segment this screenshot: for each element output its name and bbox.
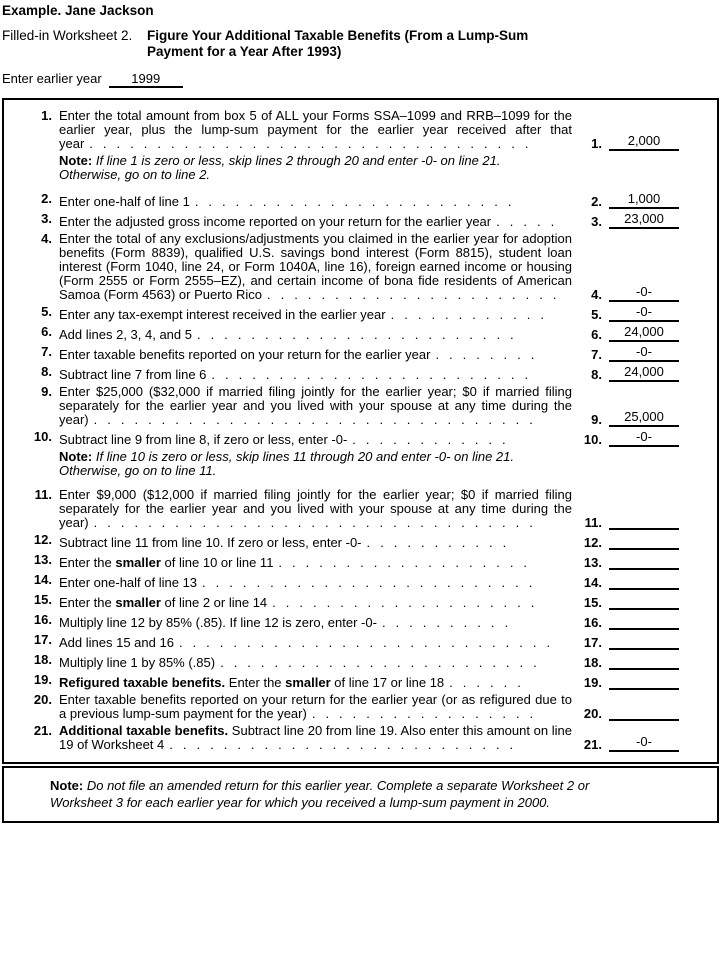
line-number: 16.: [33, 612, 52, 627]
dot-leader: ...........: [366, 536, 517, 550]
answer-entry-blank[interactable]: -0-: [609, 285, 679, 302]
worksheet-row-9: [10, 385, 717, 427]
earlier-year-label: Enter earlier year: [2, 71, 102, 86]
note-label: Note:: [59, 153, 93, 168]
answer-entry-blank[interactable]: [609, 653, 679, 670]
line-number: 8.: [41, 364, 52, 379]
worksheet-row-11: [10, 488, 717, 530]
instruction-bold-segment: smaller: [285, 676, 331, 690]
line-instruction: [59, 616, 572, 630]
worksheet-title-line2: Payment for a Year After 1993): [147, 44, 342, 59]
answer-line-number: 12.: [583, 535, 602, 550]
answer-entry-blank[interactable]: -0-: [609, 430, 679, 447]
answer-line-number: 7.: [591, 347, 602, 362]
worksheet-label: Filled-in Worksheet 2.: [2, 28, 133, 43]
line-number: 15.: [33, 592, 52, 607]
answer-entry-blank[interactable]: [609, 573, 679, 590]
line-number: 9.: [41, 384, 52, 399]
line-answer: [574, 365, 679, 382]
instruction-segment: of line 17 or line 18: [330, 676, 445, 690]
line-instruction: [59, 636, 572, 650]
worksheet-row-12: [10, 533, 717, 550]
line-answer: [574, 573, 679, 590]
answer-line-number: 9.: [591, 412, 602, 427]
instruction-bold-segment: smaller: [115, 556, 161, 570]
line-number: 10.: [33, 429, 52, 444]
note-line2: Otherwise, go on to line 2.: [59, 167, 211, 182]
line-number: 7.: [41, 344, 52, 359]
line-instruction: [59, 676, 572, 690]
answer-line-number: 8.: [591, 367, 602, 382]
dot-leader: ........................: [196, 328, 524, 342]
line-number: 3.: [41, 211, 52, 226]
answer-entry-blank[interactable]: [609, 513, 679, 530]
answer-entry-blank[interactable]: 2,000: [609, 134, 679, 151]
worksheet-row-1: [10, 109, 717, 151]
footer-note-line1: Do not file an amended return for this earlier year. Complete a separate Worksheet 2 or: [86, 778, 590, 793]
footer-note-label: Note:: [50, 778, 84, 793]
worksheet-row-16: [10, 613, 717, 630]
line-instruction: [59, 109, 572, 151]
instruction-bold-segment: Refigured taxable benefits.: [59, 676, 226, 690]
worksheet-title: [147, 28, 528, 60]
instruction-segment: Multiply line 12 by 85% (.85). If line 12 is zero, enter -0-: [59, 616, 377, 630]
line-answer: [574, 735, 679, 752]
line-answer: [574, 704, 679, 721]
footer-note-text: [50, 778, 589, 810]
line-instruction: [59, 488, 572, 530]
instruction-segment: Subtract line 7 from line 6: [59, 368, 207, 382]
line-answer: [574, 613, 679, 630]
line-instruction: [59, 215, 572, 229]
instruction-segment: Subtract line 9 from line 8, if zero or less, enter -0-: [59, 433, 348, 447]
instruction-bold-segment: smaller: [115, 596, 161, 610]
line-answer: [574, 653, 679, 670]
line-number: 5.: [41, 304, 52, 319]
answer-line-number: 3.: [591, 214, 602, 229]
footer-note-box: [2, 766, 719, 823]
instruction-segment: Enter taxable benefits reported on your return for the earlier year: [59, 348, 431, 362]
answer-entry-blank[interactable]: 24,000: [609, 325, 679, 342]
line-number: 19.: [33, 672, 52, 687]
line-answer: [574, 325, 679, 342]
note-text: [59, 153, 501, 182]
earlier-year-input[interactable]: 1999: [109, 72, 183, 88]
answer-entry-blank[interactable]: [609, 633, 679, 650]
worksheet-row-4: [10, 232, 717, 302]
instruction-segment: Add lines 15 and 16: [59, 636, 174, 650]
line-instruction: [59, 308, 572, 322]
answer-entry-blank[interactable]: -0-: [609, 305, 679, 322]
instruction-segment: of line 2 or line 14: [160, 596, 268, 610]
answer-line-number: 14.: [583, 575, 602, 590]
instruction-segment: Enter $9,000 ($12,000 if married filing jointly for the earlier year; $0 if married filing separately for the earlier year and you lived with your spouse at any time during the year): [59, 488, 572, 530]
answer-entry-blank[interactable]: [609, 533, 679, 550]
line-instruction: [59, 232, 572, 302]
answer-line-number: 1.: [591, 136, 602, 151]
answer-line-number: 21.: [583, 737, 602, 752]
instruction-segment: Subtract line 11 from line 10. If zero or less, enter -0-: [59, 536, 362, 550]
instruction-segment: Multiply line 1 by 85% (.85): [59, 656, 216, 670]
dot-leader: ..........................: [169, 737, 524, 752]
dot-leader: ..........: [381, 616, 519, 630]
line-number: 18.: [33, 652, 52, 667]
line-answer: [574, 285, 679, 302]
line-instruction: [59, 576, 572, 590]
example-heading: Example. Jane Jackson: [2, 3, 154, 18]
instruction-segment: Enter any tax-exempt interest received in the earlier year: [59, 308, 386, 322]
instruction-segment: Enter the: [59, 596, 116, 610]
dot-leader: ...................: [278, 556, 538, 570]
instruction-segment: Enter one-half of line 13: [59, 576, 198, 590]
dot-leader: .....: [496, 215, 565, 229]
line-answer: [574, 633, 679, 650]
answer-entry-blank[interactable]: [609, 593, 679, 610]
answer-line-number: 17.: [583, 635, 602, 650]
line-number: 2.: [41, 191, 52, 206]
line-instruction: [59, 368, 572, 382]
worksheet-row-10: [10, 430, 717, 447]
dot-leader: ........................: [220, 656, 547, 670]
line-number: 12.: [33, 532, 52, 547]
line-answer: [574, 673, 679, 690]
answer-line-number: 10.: [583, 432, 602, 447]
line-answer: [574, 192, 679, 209]
worksheet-note: [59, 450, 564, 478]
answer-line-number: 4.: [591, 287, 602, 302]
answer-line-number: 2.: [591, 194, 602, 209]
line-instruction: [59, 693, 572, 721]
answer-entry-blank[interactable]: 24,000: [609, 365, 679, 382]
worksheet-row-6: [10, 325, 717, 342]
answer-entry-blank[interactable]: [609, 673, 679, 690]
instruction-segment: Enter $25,000 ($32,000 if married filing jointly for the earlier year; $0 if married filing separately for the earlier year and you lived with your spouse at any time during the year): [59, 385, 572, 427]
instruction-segment: Enter the total of any exclusions/adjustments you claimed in the earlier year for adoption benefits (Form 8839), qualified U.S. savings bond interest (Form 8815), student loan interest (Form 1040, line 24, or Form 1040A, line 16), foreign earned income or housing (Form 2555 or Form 2555–EZ), and certain income of bona fide residents of American Samoa (Form 4563) or Puerto Rico: [59, 232, 572, 302]
line-answer: [574, 513, 679, 530]
dot-leader: .................................: [93, 412, 543, 427]
line-number: 20.: [33, 692, 52, 707]
line-instruction: [59, 656, 572, 670]
line-instruction: [59, 385, 572, 427]
worksheet-row-20: [10, 693, 717, 721]
worksheet-row-17: [10, 633, 717, 650]
line-number: 11.: [34, 487, 52, 502]
answer-line-number: 20.: [583, 706, 602, 721]
dot-leader: .................................: [89, 136, 539, 151]
worksheet-title-line1: Figure Your Additional Taxable Benefits (From a Lump-Sum: [147, 28, 529, 43]
worksheet-row-18: [10, 653, 717, 670]
note-line2: Otherwise, go on to line 11.: [59, 463, 217, 478]
line-answer: [574, 430, 679, 447]
worksheet-row-15: [10, 593, 717, 610]
line-number: 17.: [33, 632, 52, 647]
answer-line-number: 6.: [591, 327, 602, 342]
answer-line-number: 11.: [584, 515, 602, 530]
line-number: 6.: [41, 324, 52, 339]
line-answer: [574, 410, 679, 427]
instruction-segment: Add lines 2, 3, 4, and 5: [59, 328, 192, 342]
worksheet-row-8: [10, 365, 717, 382]
line-number: 21.: [33, 723, 52, 738]
line-number: 13.: [33, 552, 52, 567]
instruction-segment: Enter the: [59, 556, 116, 570]
answer-line-number: 15.: [583, 595, 602, 610]
dot-leader: ........: [435, 348, 545, 362]
answer-entry-blank[interactable]: [609, 613, 679, 630]
answer-line-number: 13.: [583, 555, 602, 570]
instruction-segment: Subtract line 20 from line 19. Also enter this amount on line 19 of Worksheet 4: [59, 724, 572, 752]
note-text: [59, 449, 514, 478]
line-answer: [574, 593, 679, 610]
instruction-segment: Enter the adjusted gross income reported on your return for the earlier year: [59, 215, 492, 229]
answer-line-number: 19.: [583, 675, 602, 690]
answer-entry-blank[interactable]: [609, 704, 679, 721]
line-instruction: [59, 556, 572, 570]
dot-leader: ........................: [194, 195, 522, 209]
line-answer: [574, 345, 679, 362]
answer-entry-blank[interactable]: -0-: [609, 345, 679, 362]
line-instruction: [59, 724, 572, 752]
answer-entry-blank[interactable]: [609, 553, 679, 570]
answer-entry-blank[interactable]: -0-: [609, 735, 679, 752]
line-instruction: [59, 433, 572, 447]
worksheet-row-21: [10, 724, 717, 752]
worksheet-row-2: [10, 192, 717, 209]
dot-leader: ............: [352, 433, 516, 447]
line-answer: [574, 553, 679, 570]
answer-entry-blank[interactable]: 23,000: [609, 212, 679, 229]
worksheet-row-5: [10, 305, 717, 322]
line-instruction: [59, 536, 572, 550]
footer-note-line2: Worksheet 3 for each earlier year for which you received a lump-sum payment in 2000.: [50, 795, 551, 810]
line-instruction: [59, 328, 572, 342]
instruction-segment: Enter one-half of line 1: [59, 195, 190, 209]
answer-line-number: 18.: [583, 655, 602, 670]
line-answer: [574, 533, 679, 550]
dot-leader: ............................: [178, 636, 561, 650]
instruction-segment: of line 10 or line 11: [160, 556, 274, 570]
note-line1: If line 1 is zero or less, skip lines 2 through 20 and enter -0- on line 21.: [92, 153, 501, 168]
dot-leader: .........................: [202, 576, 543, 590]
worksheet-box: [2, 98, 719, 764]
dot-leader: .................................: [93, 515, 543, 530]
worksheet-heading: [2, 28, 721, 60]
answer-line-number: 16.: [583, 615, 602, 630]
instruction-bold-segment: Additional taxable benefits.: [59, 724, 229, 738]
instruction-segment: Enter taxable benefits reported on your return for the earlier year (or as refigured due to a previous lump-sum payment for the year): [59, 693, 572, 721]
worksheet-row-7: [10, 345, 717, 362]
answer-entry-blank[interactable]: 1,000: [609, 192, 679, 209]
worksheet-note: [59, 154, 564, 182]
instruction-segment: Enter the total amount from box 5 of ALL your Forms SSA–1099 and RRB–1099 for the earlier year, plus the lump-sum payment for the earlier year received after that year: [59, 109, 572, 151]
line-answer: [574, 212, 679, 229]
note-line1: If line 10 is zero or less, skip lines 11 through 20 and enter -0- on line 21.: [92, 449, 514, 464]
line-number: 1.: [41, 108, 52, 123]
line-number: 14.: [33, 572, 52, 587]
line-instruction: [59, 596, 572, 610]
dot-leader: ........................: [211, 368, 539, 382]
worksheet-row-19: [10, 673, 717, 690]
line-answer: [574, 134, 679, 151]
line-answer: [574, 305, 679, 322]
line-instruction: [59, 195, 572, 209]
answer-line-number: 5.: [591, 307, 602, 322]
answer-entry-blank[interactable]: 25,000: [609, 410, 679, 427]
line-number: 4.: [41, 231, 52, 246]
instruction-segment: Enter the: [225, 676, 286, 690]
line-instruction: [59, 348, 572, 362]
earlier-year-row: [2, 71, 721, 88]
dot-leader: ....................: [272, 596, 545, 610]
note-label: Note:: [59, 449, 93, 464]
dot-leader: ......................: [267, 287, 567, 302]
worksheet-row-3: [10, 212, 717, 229]
worksheet-row-14: [10, 573, 717, 590]
dot-leader: ......: [449, 676, 531, 690]
dot-leader: ............: [390, 308, 554, 322]
dot-leader: .................: [311, 706, 544, 721]
worksheet-row-13: [10, 553, 717, 570]
